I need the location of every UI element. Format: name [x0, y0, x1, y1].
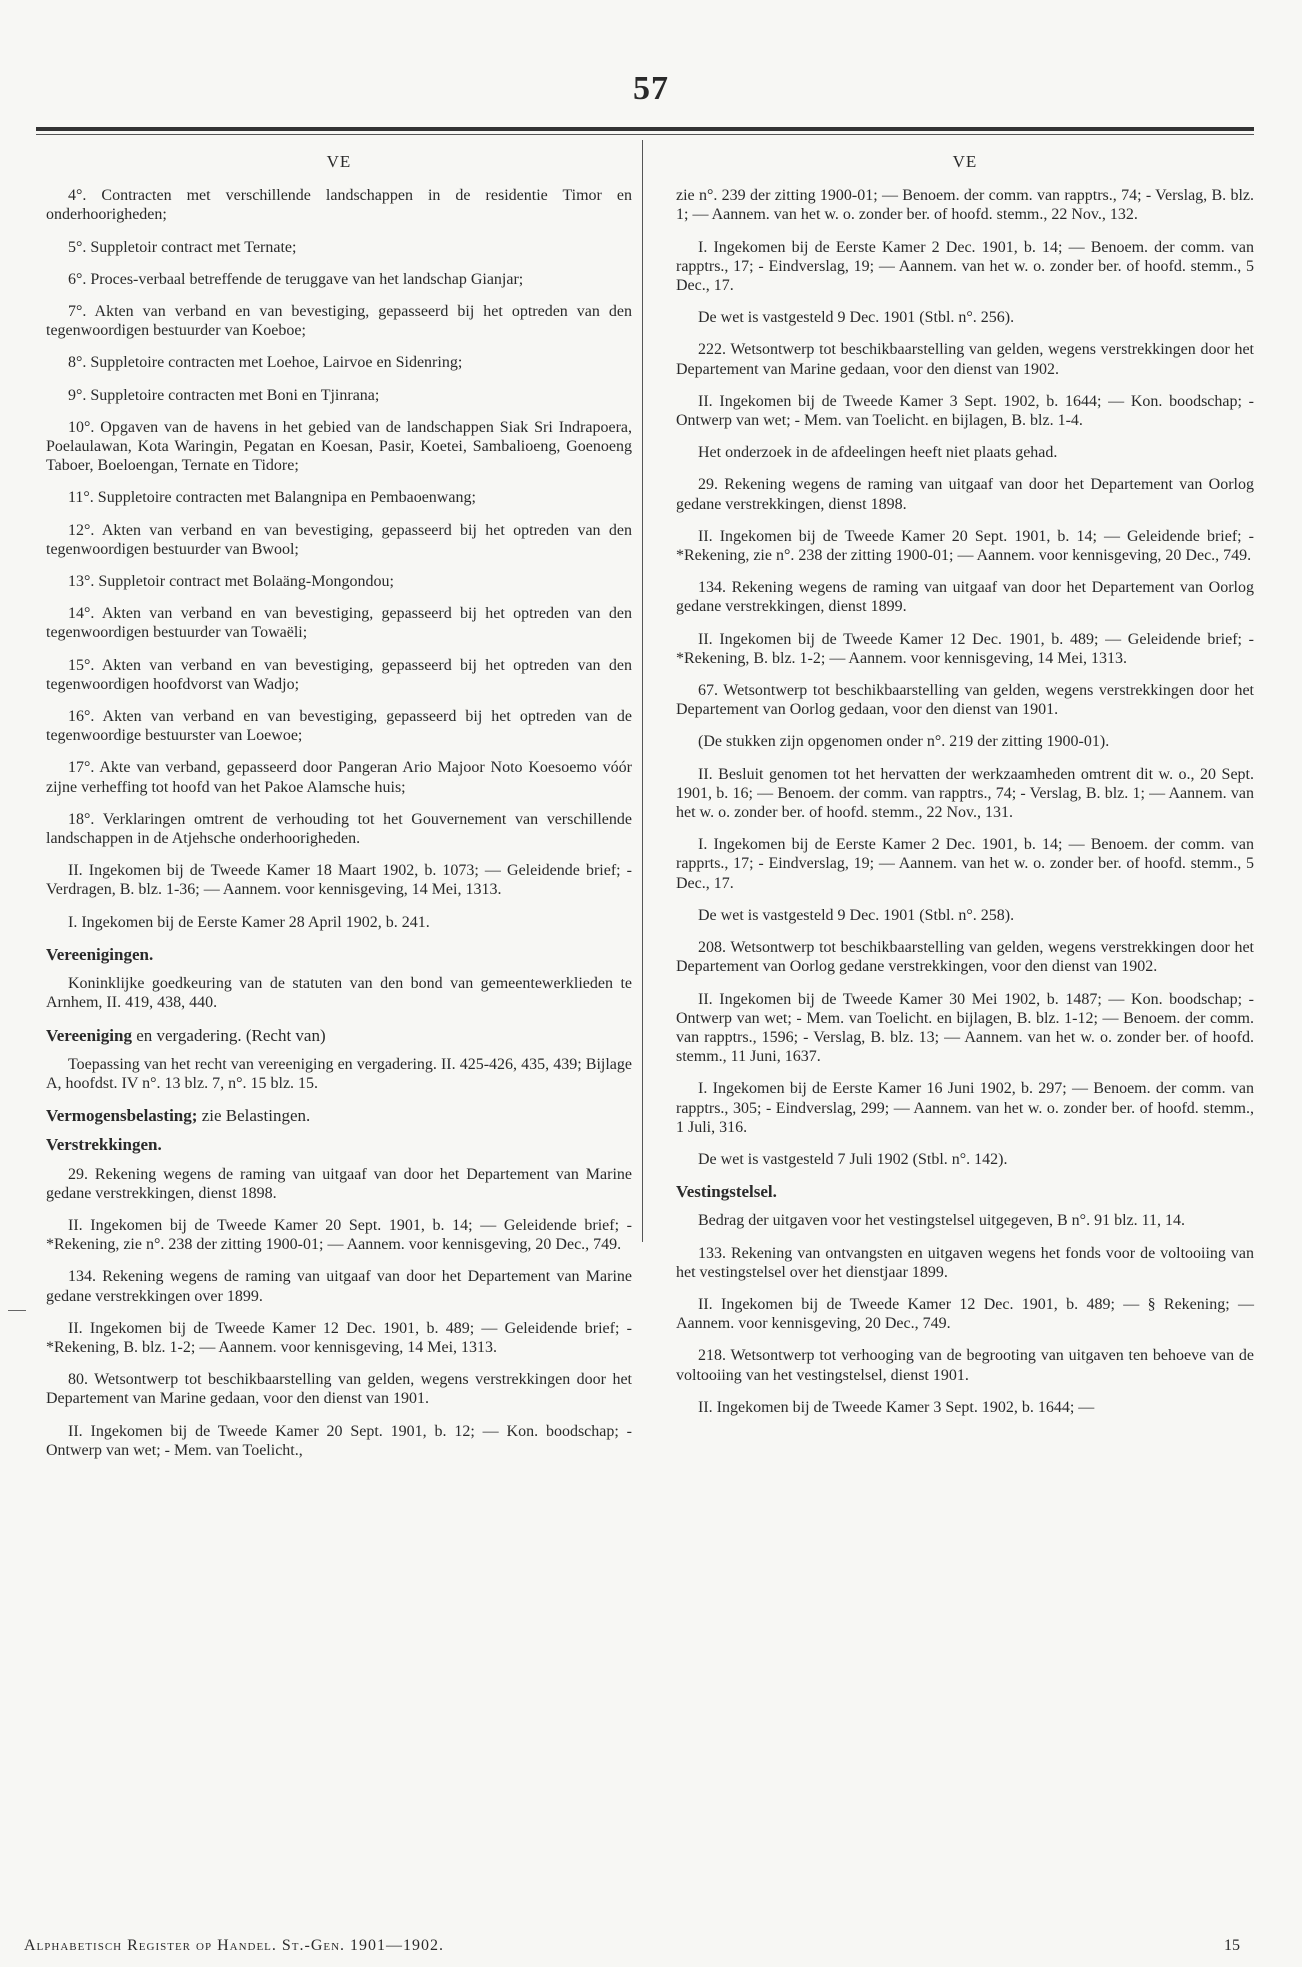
- section-heading: [46, 1135, 632, 1154]
- section-heading-bold: Vermogensbelasting;: [46, 1106, 198, 1126]
- margin-dash: [8, 1310, 26, 1311]
- section-heading-rest: en vergadering. (Recht van): [131, 1025, 326, 1045]
- register-entry: Het onderzoek in de afdeelingen heeft niet plaats gehad.: [698, 444, 1058, 462]
- section-heading: [46, 1106, 632, 1125]
- section-heading: [46, 1026, 632, 1045]
- register-entry: De wet is vastgesteld 9 Dec. 1901 (Stbl. n°. 258).: [698, 906, 1015, 924]
- register-entry: 5°. Suppletoir contract met Ternate;: [68, 238, 297, 256]
- register-entry: II. Ingekomen bij de Tweede Kamer 12 Dec. 1901, b. 489; — Geleidende brief; - *Rekening, B. blz. 1-2; — Aannem. voor kennisgeving, 14 Mei, 1313.: [676, 630, 1254, 667]
- register-entry: 11°. Suppletoire contracten met Balangnipa en Pembaoenwang;: [68, 489, 476, 507]
- register-entry: 67. Wetsontwerp tot beschikbaarstelling van gelden, wegens verstrekkingen door het Departement van Oorlog gedaan, voor den dienst van 1901.: [676, 682, 1254, 719]
- footer-running-title: Alphabetisch Register op Handel. St.-Gen. 1901—1902.: [24, 1937, 445, 1954]
- register-entry: II. Ingekomen bij de Tweede Kamer 12 Dec. 1901, b. 489; — Geleidende brief; - *Rekening, B. blz. 1-2; — Aannem. voor kennisgeving, 14 Mei, 1313.: [46, 1319, 632, 1356]
- register-entry: II. Ingekomen bij de Tweede Kamer 3 Sept. 1902, b. 1644; — Kon. boodschap; - Ontwerp van wet; - Mem. van Toelicht. en bijlagen, B. blz. 1-4.: [676, 392, 1254, 430]
- section-heading: [46, 945, 632, 964]
- register-entry: 10°. Opgaven van de havens in het gebied van de landschappen Siak Sri Indrapoera, Poelaulawan, Kota Waringin, Pegatan en Koesan, Pasir, Koetei, Sambalioeng, Goenoeng Taboer, Boeloengan, Ternate en Tidore;: [46, 418, 632, 475]
- register-entry: II. Ingekomen bij de Tweede Kamer 3 Sept. 1902, b. 1644; —: [698, 1398, 1095, 1416]
- register-entry: 134. Rekening wegens de raming van uitgaaf van door het Departement van Marine gedane verstrekkingen over 1899.: [46, 1268, 632, 1305]
- right-column-heading: VE: [952, 152, 978, 171]
- top-rule-thin: [36, 134, 1254, 135]
- register-entry: 80. Wetsontwerp tot beschikbaarstelling van gelden, wegens verstrekkingen door het Departement van Marine gedaan, voor den dienst van 1901.: [46, 1371, 632, 1408]
- register-entry: II. Ingekomen bij de Tweede Kamer 20 Sept. 1901, b. 12; — Kon. boodschap; - Ontwerp van wet; - Mem. van Toelicht.,: [46, 1422, 632, 1459]
- right-column: [676, 152, 1254, 1430]
- register-entry: 9°. Suppletoire contracten met Boni en Tjinrana;: [68, 386, 380, 404]
- register-entry: 29. Rekening wegens de raming van uitgaaf van door het Departement van Oorlog gedane verstrekkingen, dienst 1898.: [676, 476, 1254, 513]
- top-rule: [36, 127, 1254, 131]
- register-entry: Koninklijke goedkeuring van de statuten van den bond van gemeentewerklieden te Arnhem, II. 419, 438, 440.: [46, 975, 632, 1012]
- register-entry: I. Ingekomen bij de Eerste Kamer 2 Dec. 1901, b. 14; — Benoem. der comm. van rapptrs., 17; - Eindverslag, 19; — Aannem. van het w. o. zonder ber. of hoofd. stemm., 5 Dec., 17.: [676, 238, 1254, 295]
- left-column-entries: [46, 186, 632, 1460]
- register-entry: 29. Rekening wegens de raming van uitgaaf van door het Departement van Marine gedane verstrekkingen, dienst 1898.: [46, 1165, 632, 1202]
- register-entry: I. Ingekomen bij de Eerste Kamer 28 April 1902, b. 241.: [68, 913, 430, 931]
- register-entry: 14°. Akten van verband en van bevestiging, gepasseerd bij het optreden van den tegenwoordigen bestuurder van Towaëli;: [46, 605, 632, 642]
- register-entry: 222. Wetsontwerp tot beschikbaarstelling van gelden, wegens verstrekkingen door het Departement van Marine gedaan, voor den dienst van 1902.: [676, 341, 1254, 378]
- column-divider: [642, 140, 643, 1242]
- register-entry: 208. Wetsontwerp tot beschikbaarstelling van gelden, wegens verstrekkingen door het Departement van Oorlog gedane verstrekkingen, voor den dienst van 1902.: [676, 939, 1254, 976]
- left-column-heading: VE: [326, 152, 352, 171]
- register-entry: II. Ingekomen bij de Tweede Kamer 20 Sept. 1901, b. 14; — Geleidende brief; - *Rekening, zie n°. 238 der zitting 1900-01; — Aannem. voor kennisgeving, 20 Dec., 749.: [46, 1216, 632, 1254]
- register-entry: De wet is vastgesteld 9 Dec. 1901 (Stbl. n°. 256).: [698, 309, 1015, 327]
- register-entry: 218. Wetsontwerp tot verhooging van de begrooting van uitgaven ten behoeve van de voltooiing van het vestingstelsel, dienst 1901.: [676, 1347, 1254, 1384]
- register-entry: 15°. Akten van verband en van bevestiging, gepasseerd bij het optreden van den tegenwoordigen hoofdvorst van Wadjo;: [46, 656, 632, 693]
- register-entry: 17°. Akte van verband, gepasseerd door Pangeran Ario Majoor Noto Koesoemo vóór zijne verheffing tot hoofd van het Pakoe Alamsche huis;: [46, 759, 632, 796]
- register-entry: II. Ingekomen bij de Tweede Kamer 30 Mei 1902, b. 1487; — Kon. boodschap; - Ontwerp van wet; - Mem. van Toelicht. en bijlagen, B. blz. 1-12; — Benoem. der comm. van rapptrs., 1596; - Verslag, B. blz. 13; — Aannem. van het w. o. zonder ber. of hoofd. stemm., 11 Juni, 1637.: [676, 990, 1254, 1066]
- section-heading-bold: Vestingstelsel.: [676, 1182, 777, 1202]
- register-entry: 133. Rekening van ontvangsten en uitgaven wegens het fonds voor de voltooiing van het vestingstelsel over het dienstjaar 1899.: [676, 1244, 1254, 1281]
- register-entry: II. Besluit genomen tot het hervatten der werkzaamheden omtrent dit w. o., 20 Sept. 1901, b. 16; — Benoem. der comm. van rapptrs., 74; - Verslag, B. blz. 1; — Aannem. van het w. o. zonder ber. of hoofd. stemm., 22 Nov., 131.: [676, 765, 1254, 822]
- section-heading-rest: zie Belastingen.: [197, 1106, 311, 1126]
- register-entry: II. Ingekomen bij de Tweede Kamer 20 Sept. 1901, b. 14; — Geleidende brief; - *Rekening, zie n°. 238 der zitting 1900-01; — Aannem. voor kennisgeving, 20 Dec., 749.: [676, 527, 1254, 565]
- footer-signature-number: 15: [1224, 1937, 1240, 1954]
- right-column-entries: [676, 186, 1254, 1417]
- register-entry: II. Ingekomen bij de Tweede Kamer 12 Dec. 1901, b. 489; — § Rekening; — Aannem. voor kennisgeving, 20 Dec., 749.: [676, 1295, 1254, 1333]
- register-entry: zie n°. 239 der zitting 1900-01; — Benoem. der comm. van rapptrs., 74; - Verslag, B. blz. 1; — Aannem. van het w. o. zonder ber. of hoofd. stemm., 22 Nov., 132.: [676, 187, 1254, 224]
- left-column: [46, 152, 632, 1473]
- page-number: 57: [633, 70, 669, 107]
- section-heading-bold: Vereeniging: [46, 1025, 132, 1045]
- section-heading-bold: Vereenigingen.: [46, 944, 154, 964]
- register-entry: 6°. Proces-verbaal betreffende de teruggave van het landschap Gianjar;: [68, 270, 524, 288]
- register-entry: 4°. Contracten met verschillende landschappen in de residentie Timor en onderhoorigheden;: [46, 187, 632, 224]
- section-heading: [676, 1182, 1254, 1201]
- register-entry: I. Ingekomen bij de Eerste Kamer 2 Dec. 1901, b. 14; — Benoem. der comm. van rapprts., 17; - Eindverslag, 19; — Aannem. van het w. o. zonder ber. of hoofd. stemm., 5 Dec., 17.: [676, 836, 1254, 892]
- register-entry: I. Ingekomen bij de Eerste Kamer 16 Juni 1902, b. 297; — Benoem. der comm. van rapptrs., 305; - Eindverslag, 299; — Aannem. van het w. o. zonder ber. of hoofd. stemm., 1 Juli, 316.: [676, 1080, 1254, 1136]
- register-entry: Bedrag der uitgaven voor het vestingstelsel uitgegeven, B n°. 91 blz. 11, 14.: [698, 1212, 1186, 1230]
- register-entry: 12°. Akten van verband en van bevestiging, gepasseerd bij het optreden van den tegenwoordigen bestuurder van Bwool;: [46, 521, 632, 558]
- register-entry: De wet is vastgesteld 7 Juli 1902 (Stbl. n°. 142).: [698, 1150, 1008, 1168]
- section-heading-bold: Verstrekkingen.: [46, 1135, 162, 1155]
- register-entry: 134. Rekening wegens de raming van uitgaaf van door het Departement van Oorlog gedane verstrekkingen, dienst 1899.: [676, 579, 1254, 616]
- register-entry: (De stukken zijn opgenomen onder n°. 219 der zitting 1900-01).: [698, 733, 1110, 751]
- register-entry: Toepassing van het recht van vereeniging en vergadering. II. 425-426, 435, 439; Bijlage A, hoofdst. IV n°. 13 blz. 7, n°. 15 blz. 15.: [46, 1055, 632, 1092]
- register-entry: 18°. Verklaringen omtrent de verhouding tot het Gouvernement van verschillende landschappen in de Atjehsche onderhoorigheden.: [46, 810, 632, 848]
- register-entry: 7°. Akten van verband en van bevestiging, gepasseerd bij het optreden van den tegenwoordigen bestuurder van Koeboe;: [46, 303, 632, 340]
- register-entry: 16°. Akten van verband en van bevestiging, gepasseerd bij het optreden van de tegenwoordige bestuurster van Loewoe;: [46, 708, 632, 745]
- register-entry: 8°. Suppletoire contracten met Loehoe, Lairvoe en Sidenring;: [68, 354, 463, 372]
- register-entry: II. Ingekomen bij de Tweede Kamer 18 Maart 1902, b. 1073; — Geleidende brief; - Verdragen, B. blz. 1-36; — Aannem. voor kennisgeving, 14 Mei, 1313.: [46, 862, 632, 899]
- register-entry: 13°. Suppletoir contract met Bolaäng-Mongondou;: [68, 573, 394, 591]
